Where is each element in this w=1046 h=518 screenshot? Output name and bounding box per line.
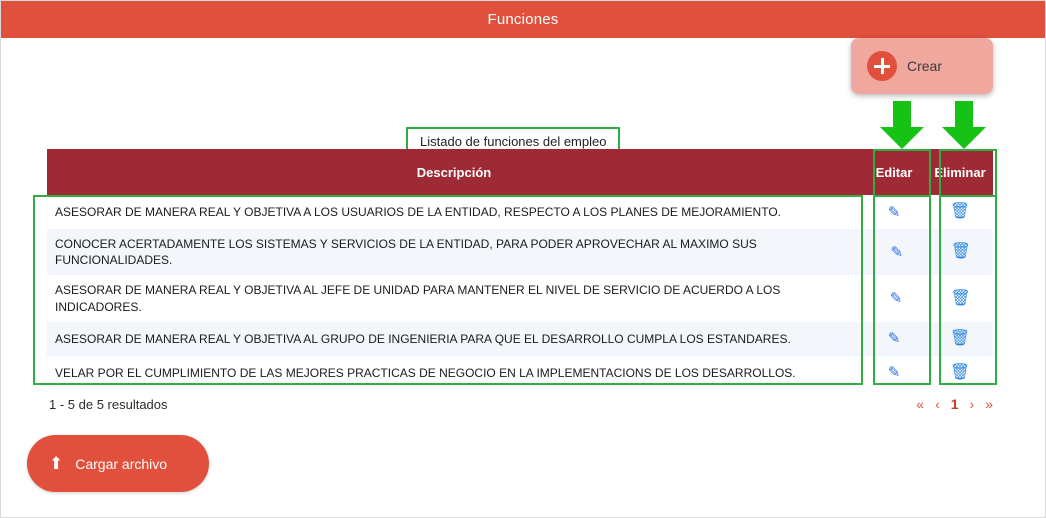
trash-icon[interactable]: 🗑 [950,243,972,261]
delete-row-button[interactable] [927,365,993,381]
arrow-head [880,127,924,149]
table-row [47,229,993,275]
table-row [47,275,993,321]
pagination-next[interactable]: › [969,396,975,412]
upload-icon: ⬆ [49,454,64,473]
pencil-icon[interactable]: ✎ [887,203,901,221]
pagination-prev[interactable]: ‹ [935,396,940,412]
column-header-description: Descripción [416,164,492,180]
arrow-shaft [955,101,973,128]
delete-row-button[interactable] [927,204,993,220]
arrow-shaft [893,101,911,128]
arrow-head [942,127,986,149]
cell-description: ASESORAR DE MANERA REAL Y OBJETIVA AL GRUPO DE INGENIERIA PARA QUE EL DESARROLLO CUMPLA LOS ESTANDARES. [55,331,791,346]
pagination [916,396,993,412]
trash-icon[interactable]: 🗑 [949,363,971,381]
edit-row-button[interactable] [864,291,929,306]
column-header-edit: Editar [875,164,913,180]
edit-row-button[interactable] [861,205,927,220]
pencil-icon[interactable]: ✎ [890,243,904,261]
arrow-pointing-to-eliminar-icon [942,101,986,149]
table-body [47,195,993,390]
arrow-pointing-to-editar-icon [880,101,924,149]
delete-row-button[interactable] [929,244,993,260]
table-row [47,356,993,390]
pagination-last[interactable]: » [985,396,993,412]
pencil-icon[interactable]: ✎ [887,330,901,348]
edit-row-button[interactable] [865,245,929,260]
edit-row-button[interactable] [861,331,927,346]
column-header-delete: Eliminar [934,164,986,180]
page-title: Funciones [487,11,559,28]
functions-table [47,149,993,390]
window-title-bar [1,1,1045,38]
list-caption-text: Listado de funciones del empleo [420,134,607,149]
plus-icon [867,51,897,81]
results-count: 1 - 5 de 5 resultados [49,397,168,412]
cell-description: VELAR POR EL CUMPLIMIENTO DE LAS MEJORES PRACTICAS DE NEGOCIO EN LA IMPLEMENTACIONS DE LOS DESARROLLOS. [55,365,796,380]
upload-file-label: Cargar archivo [75,455,168,472]
cell-description: CONOCER ACERTADAMENTE LOS SISTEMAS Y SERVICIOS DE LA ENTIDAD, PARA PODER APROVECHAR AL MAXIMO SUS FUNCIONALIDADES. [55,237,757,268]
create-button[interactable] [851,38,993,94]
trash-icon[interactable]: 🗑 [950,289,971,307]
pencil-icon[interactable]: ✎ [889,290,903,308]
upload-file-button[interactable] [27,435,209,492]
cell-description: ASESORAR DE MANERA REAL Y OBJETIVA AL JEFE DE UNIDAD PARA MANTENER EL NIVEL DE SERVICIO DE ACUERDO A LOS INDICADORES. [55,283,781,314]
table-header-row [47,149,993,195]
table-row [47,322,993,356]
edit-row-button[interactable] [861,365,927,380]
cell-description: ASESORAR DE MANERA REAL Y OBJETIVA A LOS USUARIOS DE LA ENTIDAD, RESPECTO A LOS PLANES DE MEJORAMIENTO. [55,204,781,219]
pencil-icon[interactable]: ✎ [887,364,901,382]
delete-row-button[interactable] [928,291,993,307]
pagination-first[interactable]: « [916,396,925,412]
pagination-page-1[interactable]: 1 [950,396,959,412]
trash-icon[interactable]: 🗑 [949,329,971,347]
trash-icon[interactable]: 🗑 [949,203,971,220]
delete-row-button[interactable] [927,331,993,347]
create-button-label: Crear [907,58,943,74]
table-row [47,195,993,229]
